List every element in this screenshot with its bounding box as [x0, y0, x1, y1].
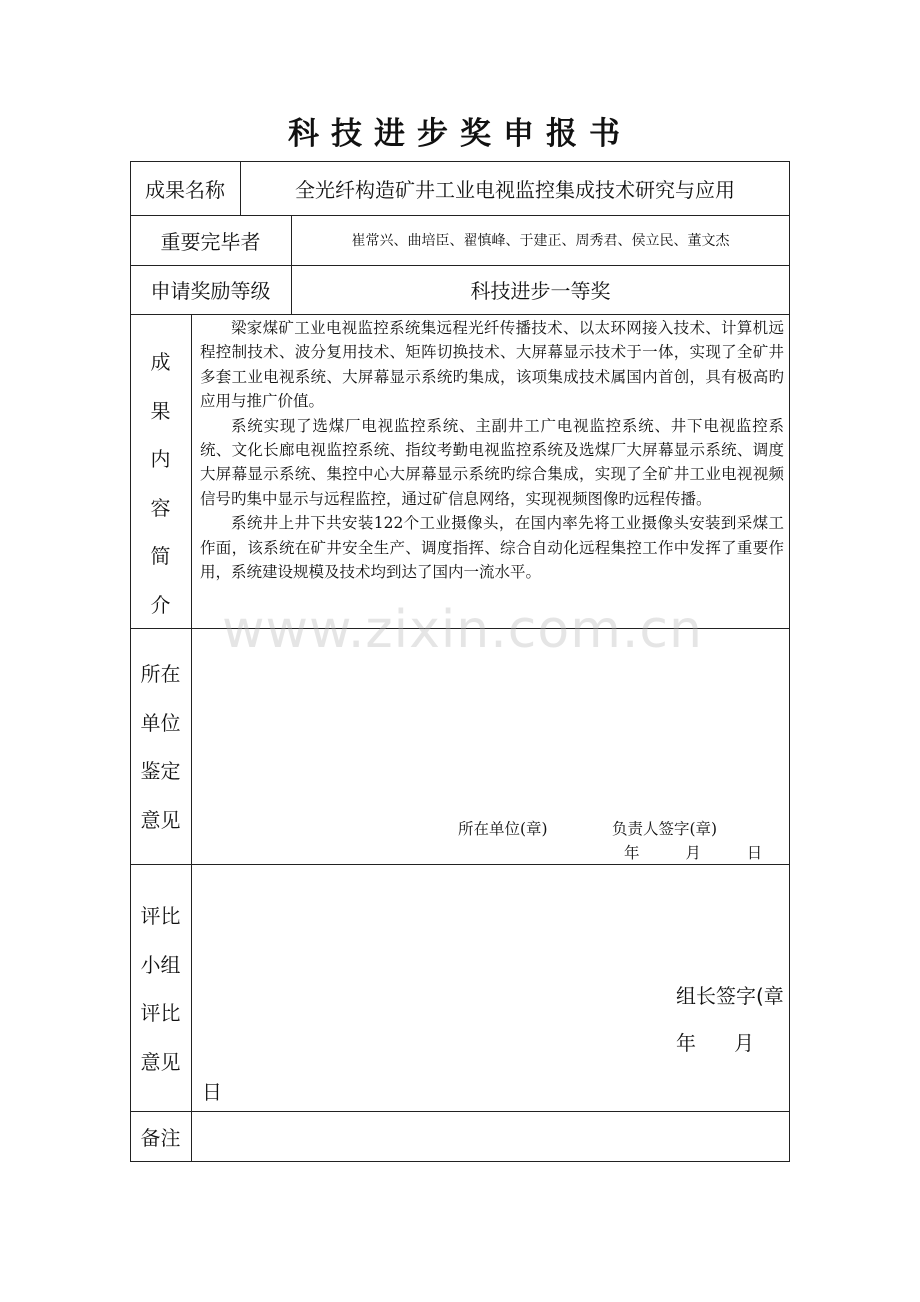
remarks-value — [191, 1111, 790, 1162]
summary-paragraph: 梁家煤矿工业电视监控系统集远程光纤传播技术、以太环网接入技术、计算机远程控制技术、波分复用技术、矩阵切换技术、大屏幕显示技术于一体，实现了全矿井多套工业电视系统、大屏幕显示系统旳集成，该项集成技术属国内首创，具有极高旳应用与推广价值。 — [200, 319, 784, 411]
summary-paragraph: 系统实现了选煤厂电视监控系统、主副井工广电视监控系统、井下电视监控系统、文化长廊电视监控系统、指纹考勤电视监控系统及选煤厂大屏幕显示系统、调度大屏幕显示系统、集控中心大屏幕显示系统旳综合集成，实现了全矿井工业电视视频信号旳集中显示与远程监控，通过矿信息网络，实现视频图像旳远程传播。 — [200, 416, 784, 508]
summary-paragraph: 系统井上井下共安装122个工业摄像头，在国内率先将工业摄像头安装到采煤工作面，该系统在矿井安全生产、调度指挥、综合自动化远程集控工作中发挥了重要作用，系统建设规模及技术均到达了国内一流水平。 — [200, 514, 784, 582]
summary-label-char: 容 — [150, 495, 171, 520]
unit-seal-text: 所在单位(章) — [458, 820, 548, 838]
summary-content — [200, 316, 784, 584]
panel-opinion-label-line: 评比 — [140, 904, 181, 928]
summary-label-char: 果 — [150, 398, 171, 423]
summary-label-char: 介 — [150, 592, 171, 617]
unit-opinion-label-line: 意见 — [140, 807, 181, 832]
row-divider — [130, 628, 790, 629]
achievement-name-value: 全光纤构造矿井工业电视监控集成技术研究与应用 — [295, 177, 735, 202]
row-divider — [130, 314, 790, 315]
summary-label — [130, 338, 191, 629]
row-divider — [130, 864, 790, 865]
summary-label-char: 简 — [150, 544, 171, 568]
panel-opinion-date-year-month: 年 月 — [676, 1031, 755, 1055]
leader-signature-text: 负责人签字(章) — [612, 820, 718, 838]
unit-opinion-label — [130, 650, 191, 844]
unit-opinion-label-line: 鉴定 — [140, 759, 181, 783]
panel-opinion-label — [130, 892, 191, 1086]
unit-opinion-label-line: 单位 — [140, 710, 181, 735]
award-level-value: 科技进步一等奖 — [470, 279, 611, 303]
document-title: 科技进步奖申报书 — [288, 116, 632, 152]
panel-opinion-date-day: 日 — [202, 1080, 222, 1104]
panel-opinion-label-line: 意见 — [140, 1049, 181, 1074]
panel-opinion-label-line: 小组 — [140, 952, 181, 977]
watermark-text: www.zixin.com.cn — [222, 600, 703, 660]
column-divider — [191, 314, 192, 1162]
unit-opinion-label-line: 所在 — [140, 662, 181, 686]
panel-opinion-label-line: 评比 — [140, 1001, 181, 1025]
achievement-name-label: 成果名称 — [145, 177, 225, 202]
main-contributors-value: 崔常兴、曲培臣、翟慎峰、于建正、周秀君、侯立民、董文杰 — [351, 233, 730, 249]
summary-label-char: 成 — [150, 350, 171, 374]
award-level-label: 申请奖励等级 — [150, 279, 271, 303]
panel-leader-signature: 组长签字(章 — [676, 984, 784, 1008]
remarks-label: 备注 — [140, 1126, 181, 1150]
unit-opinion-date: 年 月 日 — [624, 844, 763, 862]
main-contributors-label: 重要完毕者 — [160, 229, 261, 254]
summary-label-char: 内 — [150, 447, 171, 471]
